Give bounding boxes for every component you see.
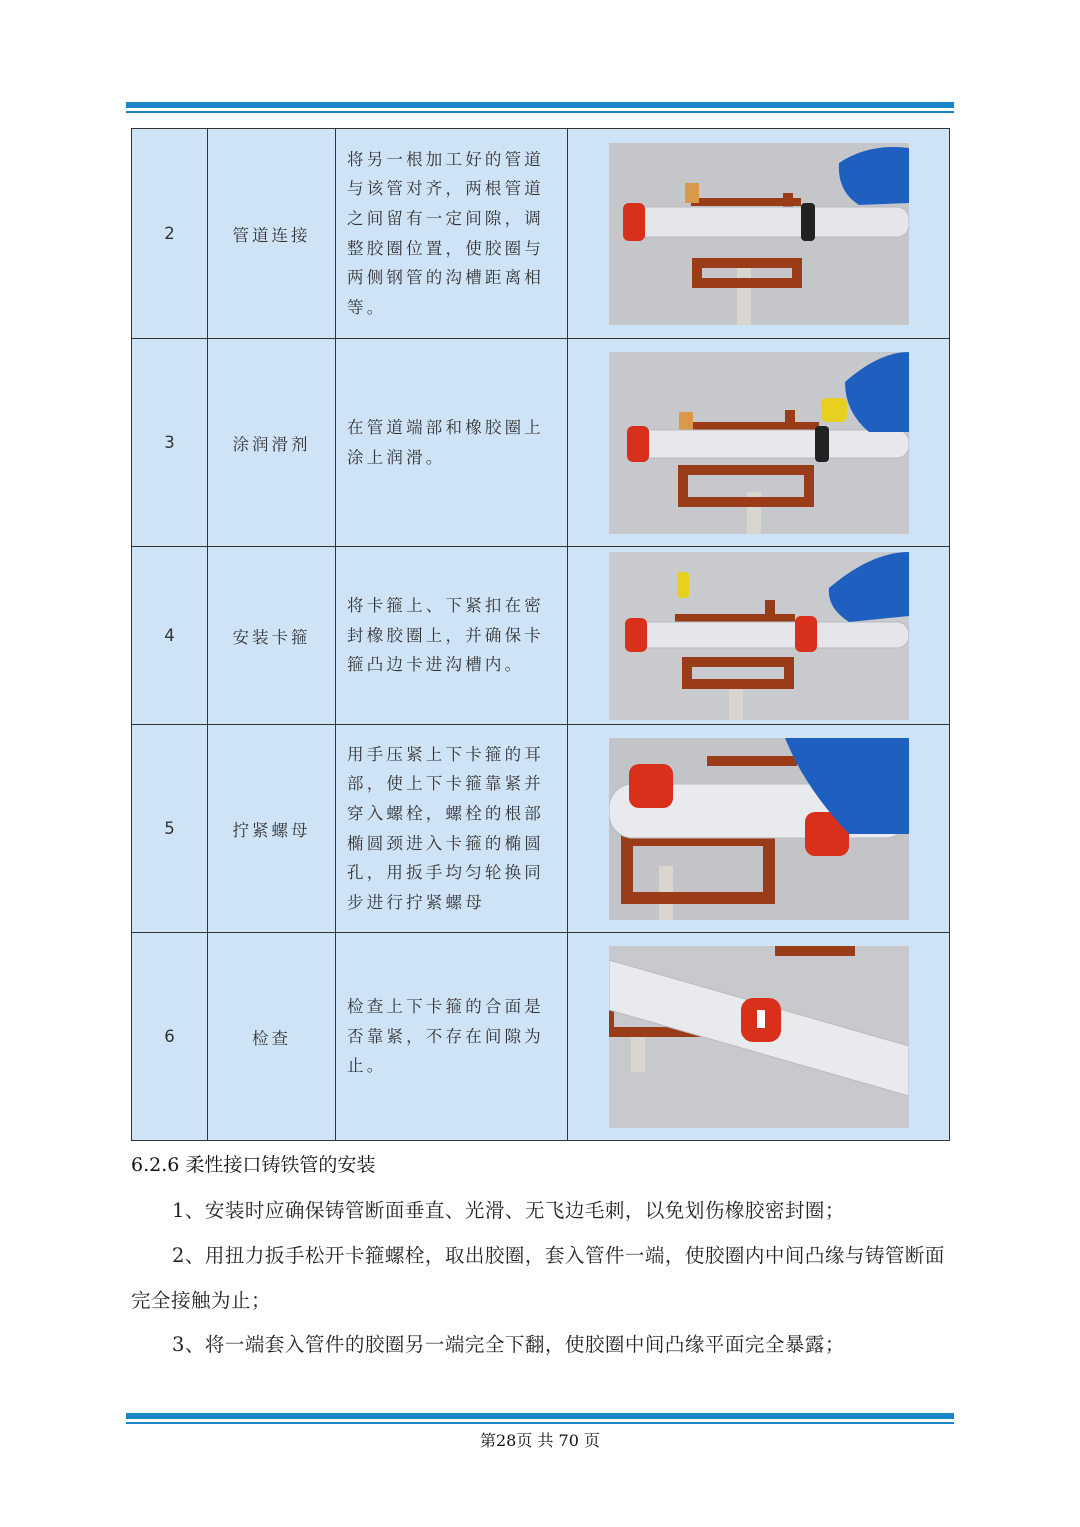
step-number: 6 (132, 933, 208, 1141)
step-description: 在管道端部和橡胶圈上涂上润滑。 (336, 339, 568, 547)
paragraph: 3、将一端套入管件的胶圈另一端完全下翻，使胶圈中间凸缘平面完全暴露； (172, 1333, 845, 1356)
step-number: 5 (132, 725, 208, 933)
installation-steps-table (131, 128, 950, 1141)
step-name: 涂润滑剂 (208, 339, 336, 547)
step-description: 检查上下卡箍的合面是否靠紧，不存在间隙为止。 (336, 933, 568, 1141)
step-photo (609, 143, 909, 325)
step-name: 拧紧螺母 (208, 725, 336, 933)
step-photo (609, 352, 909, 534)
paragraph: 2、用扭力扳手松开卡箍螺栓，取出胶圈，套入管件一端，使胶圈内中间凸缘与铸管断面完全接触为止； (131, 1244, 945, 1312)
table-row (132, 725, 950, 933)
page-number: 第28页 共 70 页 (480, 1431, 600, 1450)
step-name: 安装卡箍 (208, 547, 336, 725)
step-number: 2 (132, 129, 208, 339)
table-row (132, 129, 950, 339)
step-name: 检查 (208, 933, 336, 1141)
step-name: 管道连接 (208, 129, 336, 339)
step-description: 用手压紧上下卡箍的耳部，使上下卡箍靠紧并穿入螺栓，螺栓的根部椭圆颈进入卡箍的椭圆孔，用扳手均匀轮换同步进行拧紧螺母 (336, 725, 568, 933)
table-row (132, 933, 950, 1141)
step-photo (609, 552, 909, 720)
step-description: 将另一根加工好的管道与该管对齐，两根管道之间留有一定间隙，调整胶圈位置，使胶圈与两侧钢管的沟槽距离相等。 (336, 129, 568, 339)
step-photo (609, 738, 909, 920)
step-number: 3 (132, 339, 208, 547)
step-description: 将卡箍上、下紧扣在密封橡胶圈上，并确保卡箍凸边卡进沟槽内。 (336, 547, 568, 725)
footer-rule (126, 1413, 954, 1424)
paragraph: 1、安装时应确保铸管断面垂直、光滑、无飞边毛刺，以免划伤橡胶密封圈； (172, 1199, 845, 1222)
table-row (132, 339, 950, 547)
section-heading: 6.2.6 柔性接口铸铁管的安装 (131, 1154, 376, 1176)
header-rule (126, 102, 954, 113)
table-row (132, 547, 950, 725)
step-photo (609, 946, 909, 1128)
step-number: 4 (132, 547, 208, 725)
